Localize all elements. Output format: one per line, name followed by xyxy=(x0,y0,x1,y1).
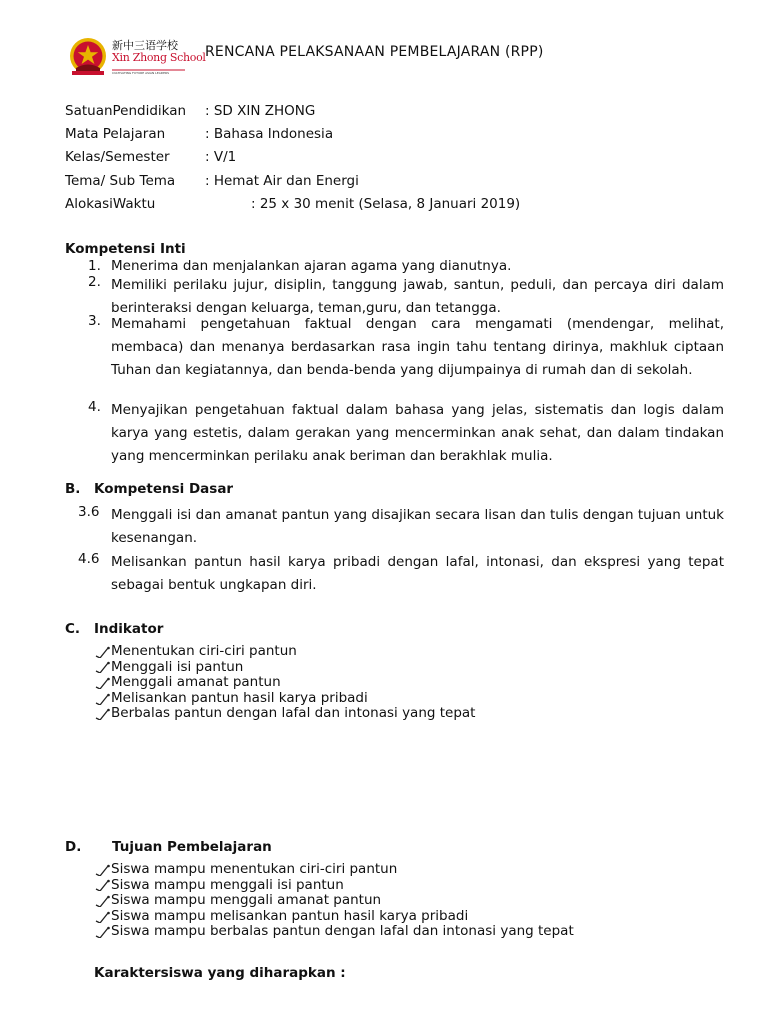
indikator-list xyxy=(95,644,475,722)
section-heading-karakter: Karaktersiswa yang diharapkan : xyxy=(94,965,346,981)
ki-number: 3. xyxy=(88,313,101,329)
ki-text: Menerima dan menjalankan ajaran agama yang dianutnya. xyxy=(111,258,512,274)
list-item: Berbalas pantun dengan lafal dan intonasi yang tepat xyxy=(95,706,475,722)
info-row-alokasi xyxy=(65,196,520,212)
kd-number: 3.6 xyxy=(78,504,100,520)
ki-text: Menyajikan pengetahuan faktual dalam bahasa yang jelas, sistematis dan logis dalam karya yang estetis, dalam gerakan yang mencerminkan anak sehat, dan dalam tindakan yang mencerminkan perilaku anak beriman dan berakhlak mulia. xyxy=(111,402,724,464)
list-item: Menggali amanat pantun xyxy=(95,675,475,691)
logo-tagline: CULTIVATING FUTURE ASIAN LEADERS xyxy=(112,71,169,75)
check-bullet-icon xyxy=(95,646,111,658)
check-bullet-icon xyxy=(95,895,111,907)
info-key: AlokasiWaktu xyxy=(65,196,156,212)
check-bullet-icon xyxy=(95,911,111,923)
kd-item-3-6 xyxy=(78,504,724,550)
school-logo xyxy=(68,35,206,77)
ki-text: Memiliki perilaku jujur, disiplin, tanggung jawab, santun, peduli, dan percaya diri dalam berinteraksi dengan keluarga, teman,guru, dan tetangga. xyxy=(111,277,724,316)
list-item: Menggali isi pantun xyxy=(95,660,475,676)
info-value: : Bahasa Indonesia xyxy=(205,126,334,142)
document-title: RENCANA PELAKSANAAN PEMBELAJARAN (RPP) xyxy=(205,44,544,60)
check-bullet-icon xyxy=(95,926,111,938)
section-heading-indikator xyxy=(65,621,163,637)
list-item: Siswa mampu berbalas pantun dengan lafal dan intonasi yang tepat xyxy=(95,924,574,940)
info-key: Mata Pelajaran xyxy=(65,126,166,142)
tujuan-list xyxy=(95,862,574,940)
list-item: Siswa mampu menggali amanat pantun xyxy=(95,893,574,909)
section-title: Tujuan Pembelajaran xyxy=(112,839,272,855)
info-key: Tema/ Sub Tema xyxy=(65,173,176,189)
ki-text: Memahami pengetahuan faktual dengan cara mengamati (mendengar, melihat, membaca) dan menanya berdasarkan rasa ingin tahu tentang dirinya, makhluk ciptaan Tuhan dan kegiatannya, dan benda-benda yang dijumpainya di rumah dan di sekolah. xyxy=(111,316,724,378)
check-bullet-icon xyxy=(95,879,111,891)
check-bullet-icon xyxy=(95,661,111,673)
list-item: Siswa mampu menggali isi pantun xyxy=(95,878,574,894)
list-item: Siswa mampu melisankan pantun hasil karya pribadi xyxy=(95,909,574,925)
info-key: SatuanPendidikan xyxy=(65,103,187,119)
logo-school-name: Xin Zhong School xyxy=(112,51,206,64)
section-title: Indikator xyxy=(94,621,164,637)
section-letter: D. xyxy=(65,839,82,855)
section-letter: B. xyxy=(65,481,81,497)
info-value: : V/1 xyxy=(205,149,237,165)
info-value: : 25 x 30 menit (Selasa, 8 Januari 2019) xyxy=(251,196,521,212)
kd-text: Menggali isi dan amanat pantun yang disajikan secara lisan dan tulis dengan tujuan untuk kesenangan. xyxy=(111,507,724,546)
kd-text: Melisankan pantun hasil karya pribadi dengan lafal, intonasi, dan ekspresi yang tepat sebagai bentuk ungkapan diri. xyxy=(111,554,724,593)
info-row-kelas xyxy=(65,149,236,165)
section-heading-ki: Kompetensi Inti xyxy=(65,241,186,257)
section-heading-kd xyxy=(65,481,233,497)
list-item: Melisankan pantun hasil karya pribadi xyxy=(95,691,475,707)
list-item: Menentukan ciri-ciri pantun xyxy=(95,644,475,660)
check-bullet-icon xyxy=(95,677,111,689)
kd-item-4-6 xyxy=(78,551,724,597)
ki-number: 2. xyxy=(88,274,101,290)
section-heading-tujuan xyxy=(65,839,272,855)
check-bullet-icon xyxy=(95,708,111,720)
info-row-mapel xyxy=(65,126,333,142)
section-title: Kompetensi Dasar xyxy=(94,481,234,497)
section-letter: C. xyxy=(65,621,81,637)
info-value: : Hemat Air dan Energi xyxy=(205,173,359,189)
ki-number: 1. xyxy=(88,258,101,274)
ki-item-4 xyxy=(88,399,724,468)
list-item: Siswa mampu menentukan ciri-ciri pantun xyxy=(95,862,574,878)
check-bullet-icon xyxy=(95,693,111,705)
kd-number: 4.6 xyxy=(78,551,100,567)
info-key: Kelas/Semester xyxy=(65,149,170,165)
check-bullet-icon xyxy=(95,864,111,876)
info-row-tema xyxy=(65,173,359,189)
info-row-satuan xyxy=(65,103,315,119)
ki-number: 4. xyxy=(88,399,101,415)
logo-chinese-text: 新中三语学校 xyxy=(112,39,178,52)
ki-item-3 xyxy=(88,313,724,382)
info-value: : SD XIN ZHONG xyxy=(205,103,316,119)
ki-item-1 xyxy=(88,258,724,274)
